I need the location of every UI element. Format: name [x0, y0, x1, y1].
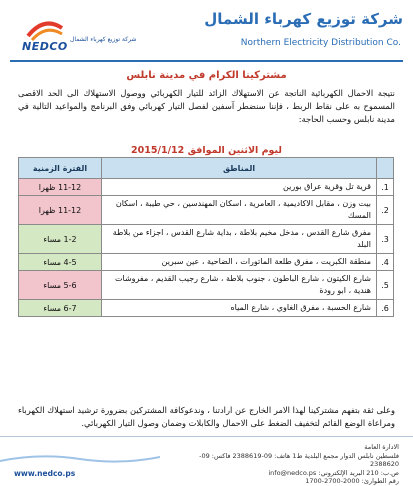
announcement-title: مشتركينا الكرام في مدينة نابلس: [126, 70, 287, 81]
row-areas: بيت وزن ، مقابل الاكاديمية ، العامرية ، اسكان المهندسين ، حي طيبة ، اسكان المسك: [102, 196, 377, 225]
row-areas: شارع الكيتون ، شارع الباطون ، جنوب بلاطة ، شارع رجيب القديم ، مفروشات هندية ، ابو رودة: [102, 271, 377, 300]
row-index: 2.: [377, 196, 394, 225]
closing-paragraph: وعلى ثقة بتفهم مشتركينا لهذا الامر الخارج عن ارادتنا ، وندعوكافة المشتركين بضرورة ترشيد استهلاك الكهرباء ومراعاة الوضع القائم لتخفيف الضغط على الاحمال والكابلات وضمان وصول التيار الكهربائي.: [18, 405, 395, 428]
footer-website-link[interactable]: www.nedco.ps: [14, 469, 76, 478]
row-time: 6-7 مساء: [19, 300, 102, 317]
row-time: 11-12 ظهرا: [19, 179, 102, 196]
row-areas: قرية تل وقرية عراق بورين: [102, 179, 377, 196]
brand-name: NEDCO: [22, 40, 68, 53]
table-row: [19, 254, 394, 271]
company-name-arabic: شركة توزيع كهرباء الشمال: [204, 10, 403, 28]
footer-line-2: فلسطين نابلس الدوار مجمع البلدية ط1 هاتف: 09-2388619 فاكس: 09-2388620: [199, 451, 399, 468]
company-name-english: Northern Electricity Distribution Co.: [240, 38, 401, 48]
table-header-row: [19, 158, 394, 179]
row-time: 5-6 مساء: [19, 271, 102, 300]
table-row: [19, 196, 394, 225]
row-areas: منطقة الكبريت ، مفرق طلعة الماتورات ، الضاحية ، عين سبرين: [102, 254, 377, 271]
row-index: 1.: [377, 179, 394, 196]
schedule-date: ليوم الاثنين الموافق 2015/1/12: [131, 145, 282, 156]
letterhead: [0, 0, 413, 62]
table-row: [19, 271, 394, 300]
row-time: 1-2 مساء: [19, 225, 102, 254]
footer-wave-icon: [0, 453, 160, 465]
footer-line-4: رقم الطوارئ: 2000-2700-1700: [305, 477, 399, 485]
row-index: 4.: [377, 254, 394, 271]
row-time: 11-12 ظهرا: [19, 196, 102, 225]
footer-contact: [189, 443, 399, 486]
row-areas: مفرق شارع القدس ، مدخل مخيم بلاطة ، بداية شارع القدس ، اجزاء من بلاطة البلد: [102, 225, 377, 254]
intro-paragraph: نتيجة الاحمال الكهربائية الناتجة عن الاستهلاك الزائد للتيار الكهربائي ووصول الاستهلاك الى الحد الاقصى المسموح به على نقاط الربط ، فإننا سنضطر آسفين لفصل التيار كهربائي وفق البرنامج والمواعيد التالية في مدينة نابلس وحسب الحاجة:: [18, 88, 395, 124]
row-index: 3.: [377, 225, 394, 254]
brand-subtitle: شركة توزيع كهرباء الشمال: [70, 36, 137, 43]
row-index: 6.: [377, 300, 394, 317]
footer-line-1: الادارة العامة: [364, 443, 399, 451]
footer-line-3: ص.ب: 210 البريد الإلكتروني: info@nedco.ps: [268, 468, 399, 477]
header-index: [377, 158, 394, 179]
row-index: 5.: [377, 271, 394, 300]
header-areas: المناطق: [102, 158, 377, 179]
header-divider: [10, 60, 403, 62]
row-time: 4-5 مساء: [19, 254, 102, 271]
table-row: [19, 300, 394, 317]
table-row: [19, 225, 394, 254]
header-time: الفترة الزمنية: [19, 158, 102, 179]
row-areas: شارع الحسبة ، مفرق الغاوي ، شارع المياه: [102, 300, 377, 317]
outage-schedule-table: [18, 157, 394, 317]
footer: [0, 436, 413, 485]
table-row: [19, 179, 394, 196]
